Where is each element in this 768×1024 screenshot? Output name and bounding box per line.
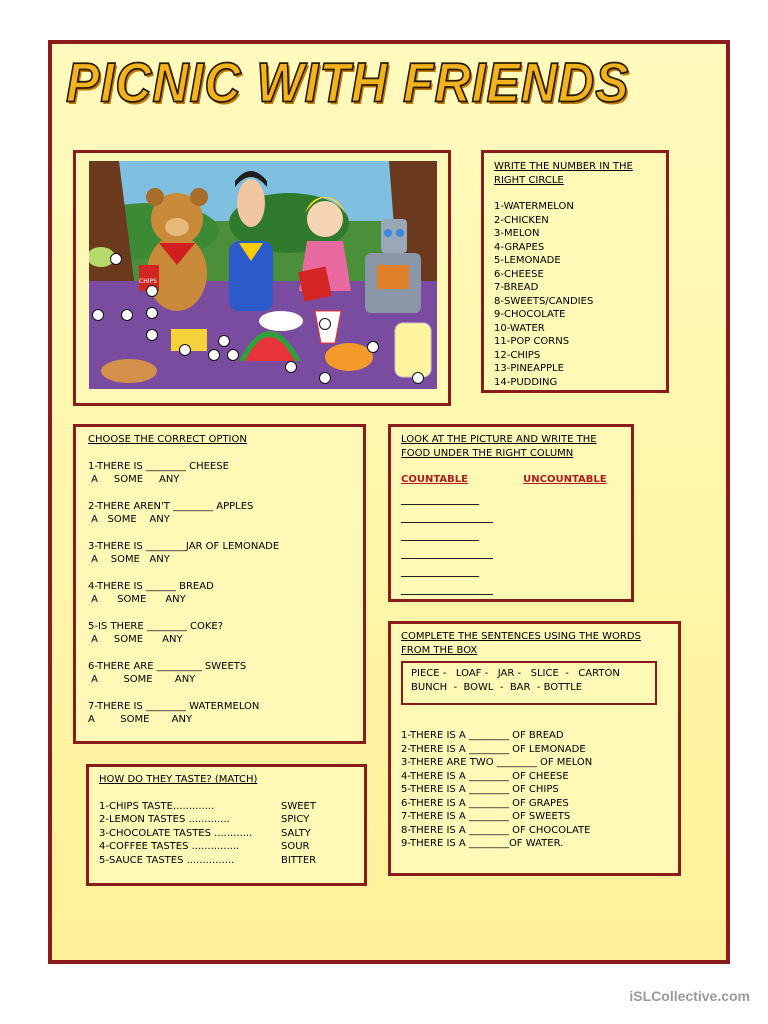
answer-circle[interactable] (285, 361, 297, 373)
question: 3-THERE IS ________JAR OF LEMONADE (88, 540, 280, 552)
answer-circle[interactable] (319, 318, 331, 330)
answer-circle[interactable] (146, 329, 158, 341)
taste-option[interactable]: SALTY (281, 827, 311, 839)
food-item: 8-SWEETS/CANDIES (494, 295, 594, 307)
answer-circle[interactable] (218, 335, 230, 347)
sentence[interactable]: 6-THERE IS A ________ OF GRAPES (401, 797, 569, 809)
sentence[interactable]: 1-THERE IS A ________ OF BREAD (401, 730, 564, 741)
answer-circle[interactable] (367, 341, 379, 353)
question-options[interactable]: A SOME ANY (88, 634, 183, 645)
page-title: PICNIC WITH FRIENDS (66, 51, 630, 114)
food-item: 6-CHEESE (494, 268, 544, 280)
question: 1-THERE IS ________ CHEESE (88, 460, 229, 472)
choose-option-box (73, 424, 366, 744)
question: 7-THERE IS ________ WATERMELON (88, 700, 260, 712)
countable-line[interactable] (401, 527, 479, 541)
bag-label: CHIPS (139, 278, 157, 285)
taste-option[interactable]: SPICY (281, 814, 310, 825)
food-item: 9-CHOCOLATE (494, 309, 566, 320)
word-box (401, 661, 657, 705)
taste-item: 1-CHIPS TASTE............. (99, 800, 215, 812)
food-item: 2-CHICKEN (494, 214, 549, 226)
answer-circle[interactable] (146, 307, 158, 319)
food-item: 13-PINEAPPLE (494, 363, 564, 374)
answer-circle[interactable] (208, 349, 220, 361)
taste-item: 2-LEMON TASTES ............. (99, 814, 230, 825)
countable-box (388, 424, 634, 602)
word-list: BUNCH - BOWL - BAR - BOTTLE (411, 681, 583, 693)
complete-heading-1: COMPLETE THE SENTENCES USING THE WORDS (401, 631, 641, 642)
picture-frame (73, 150, 451, 406)
answer-circle[interactable] (146, 285, 158, 297)
numbering-box (481, 150, 669, 393)
taste-item: 4-COFFEE TASTES ............... (99, 841, 240, 852)
taste-option[interactable]: SOUR (281, 841, 310, 852)
countable-line[interactable] (401, 509, 493, 523)
countable-line[interactable] (401, 545, 493, 559)
question-options[interactable]: A SOME ANY (88, 714, 193, 725)
question: 6-THERE ARE _________ SWEETS (88, 660, 247, 672)
food-item: 1-WATERMELON (494, 201, 574, 212)
food-item: 14-PUDDING (494, 376, 558, 388)
taste-heading: HOW DO THEY TASTE? (MATCH) (99, 774, 258, 785)
sentence[interactable]: 2-THERE IS A ________ OF LEMONADE (401, 743, 586, 755)
taste-option[interactable]: BITTER (281, 854, 317, 866)
taste-match-box (86, 764, 367, 886)
question-options[interactable]: A SOME ANY (88, 554, 170, 565)
answer-circle[interactable] (319, 372, 331, 384)
answer-circle[interactable] (121, 309, 133, 321)
word-list: PIECE - LOAF - JAR - SLICE - CARTON (411, 668, 620, 679)
sentence[interactable]: 3-THERE ARE TWO ________ OF MELON (401, 757, 593, 768)
answer-circle[interactable] (110, 253, 122, 265)
countable-line[interactable] (401, 491, 479, 505)
taste-item: 5-SAUCE TASTES ............... (99, 854, 235, 866)
countable-heading-1: LOOK AT THE PICTURE AND WRITE THE (401, 434, 597, 445)
choose-heading: CHOOSE THE CORRECT OPTION (88, 434, 247, 445)
picnic-illustration (89, 161, 437, 389)
taste-item: 3-CHOCOLATE TASTES ............ (99, 827, 253, 839)
countable-line[interactable] (401, 581, 493, 595)
question-options[interactable]: A SOME ANY (88, 674, 196, 685)
answer-circle[interactable] (92, 309, 104, 321)
watermark: iSLCollective.com (629, 988, 750, 1004)
food-item: 12-CHIPS (494, 349, 541, 361)
taste-option[interactable]: SWEET (281, 800, 316, 812)
sentence[interactable]: 5-THERE IS A ________ OF CHIPS (401, 784, 559, 795)
countable-line[interactable] (401, 563, 479, 577)
food-item: 7-BREAD (494, 282, 539, 293)
answer-circle[interactable] (412, 372, 424, 384)
uncountable-column-heading: UNCOUNTABLE (523, 474, 607, 485)
question-options[interactable]: A SOME ANY (88, 514, 170, 525)
answer-circle[interactable] (179, 344, 191, 356)
sentence[interactable]: 7-THERE IS A ________ OF SWEETS (401, 811, 571, 822)
sentence[interactable]: 4-THERE IS A ________ OF CHEESE (401, 770, 569, 782)
food-item: 5-LEMONADE (494, 255, 561, 266)
picnic-scene (89, 161, 437, 389)
complete-heading-2: FROM THE BOX (401, 644, 478, 656)
sentence[interactable]: 8-THERE IS A ________ OF CHOCOLATE (401, 824, 591, 836)
answer-circle[interactable] (227, 349, 239, 361)
question-options[interactable]: A SOME ANY (88, 474, 180, 485)
food-item: 3-MELON (494, 228, 540, 239)
question: 5-IS THERE ________ COKE? (88, 620, 224, 632)
countable-column-heading: COUNTABLE (401, 474, 468, 485)
food-item: 10-WATER (494, 322, 545, 334)
food-item: 4-GRAPES (494, 241, 545, 253)
numbering-heading-1: WRITE THE NUMBER IN THE (494, 161, 633, 172)
question-options[interactable]: A SOME ANY (88, 594, 186, 605)
food-item: 11-POP CORNS (494, 336, 570, 347)
complete-sentences-box (388, 621, 681, 876)
question: 4-THERE IS ______ BREAD (88, 580, 214, 592)
sentence[interactable]: 9-THERE IS A ________OF WATER. (401, 838, 564, 849)
countable-heading-2: FOOD UNDER THE RIGHT COLUMN (401, 447, 574, 459)
question: 2-THERE AREN'T ________ APPLES (88, 500, 254, 512)
numbering-heading-2: RIGHT CIRCLE (494, 174, 564, 186)
